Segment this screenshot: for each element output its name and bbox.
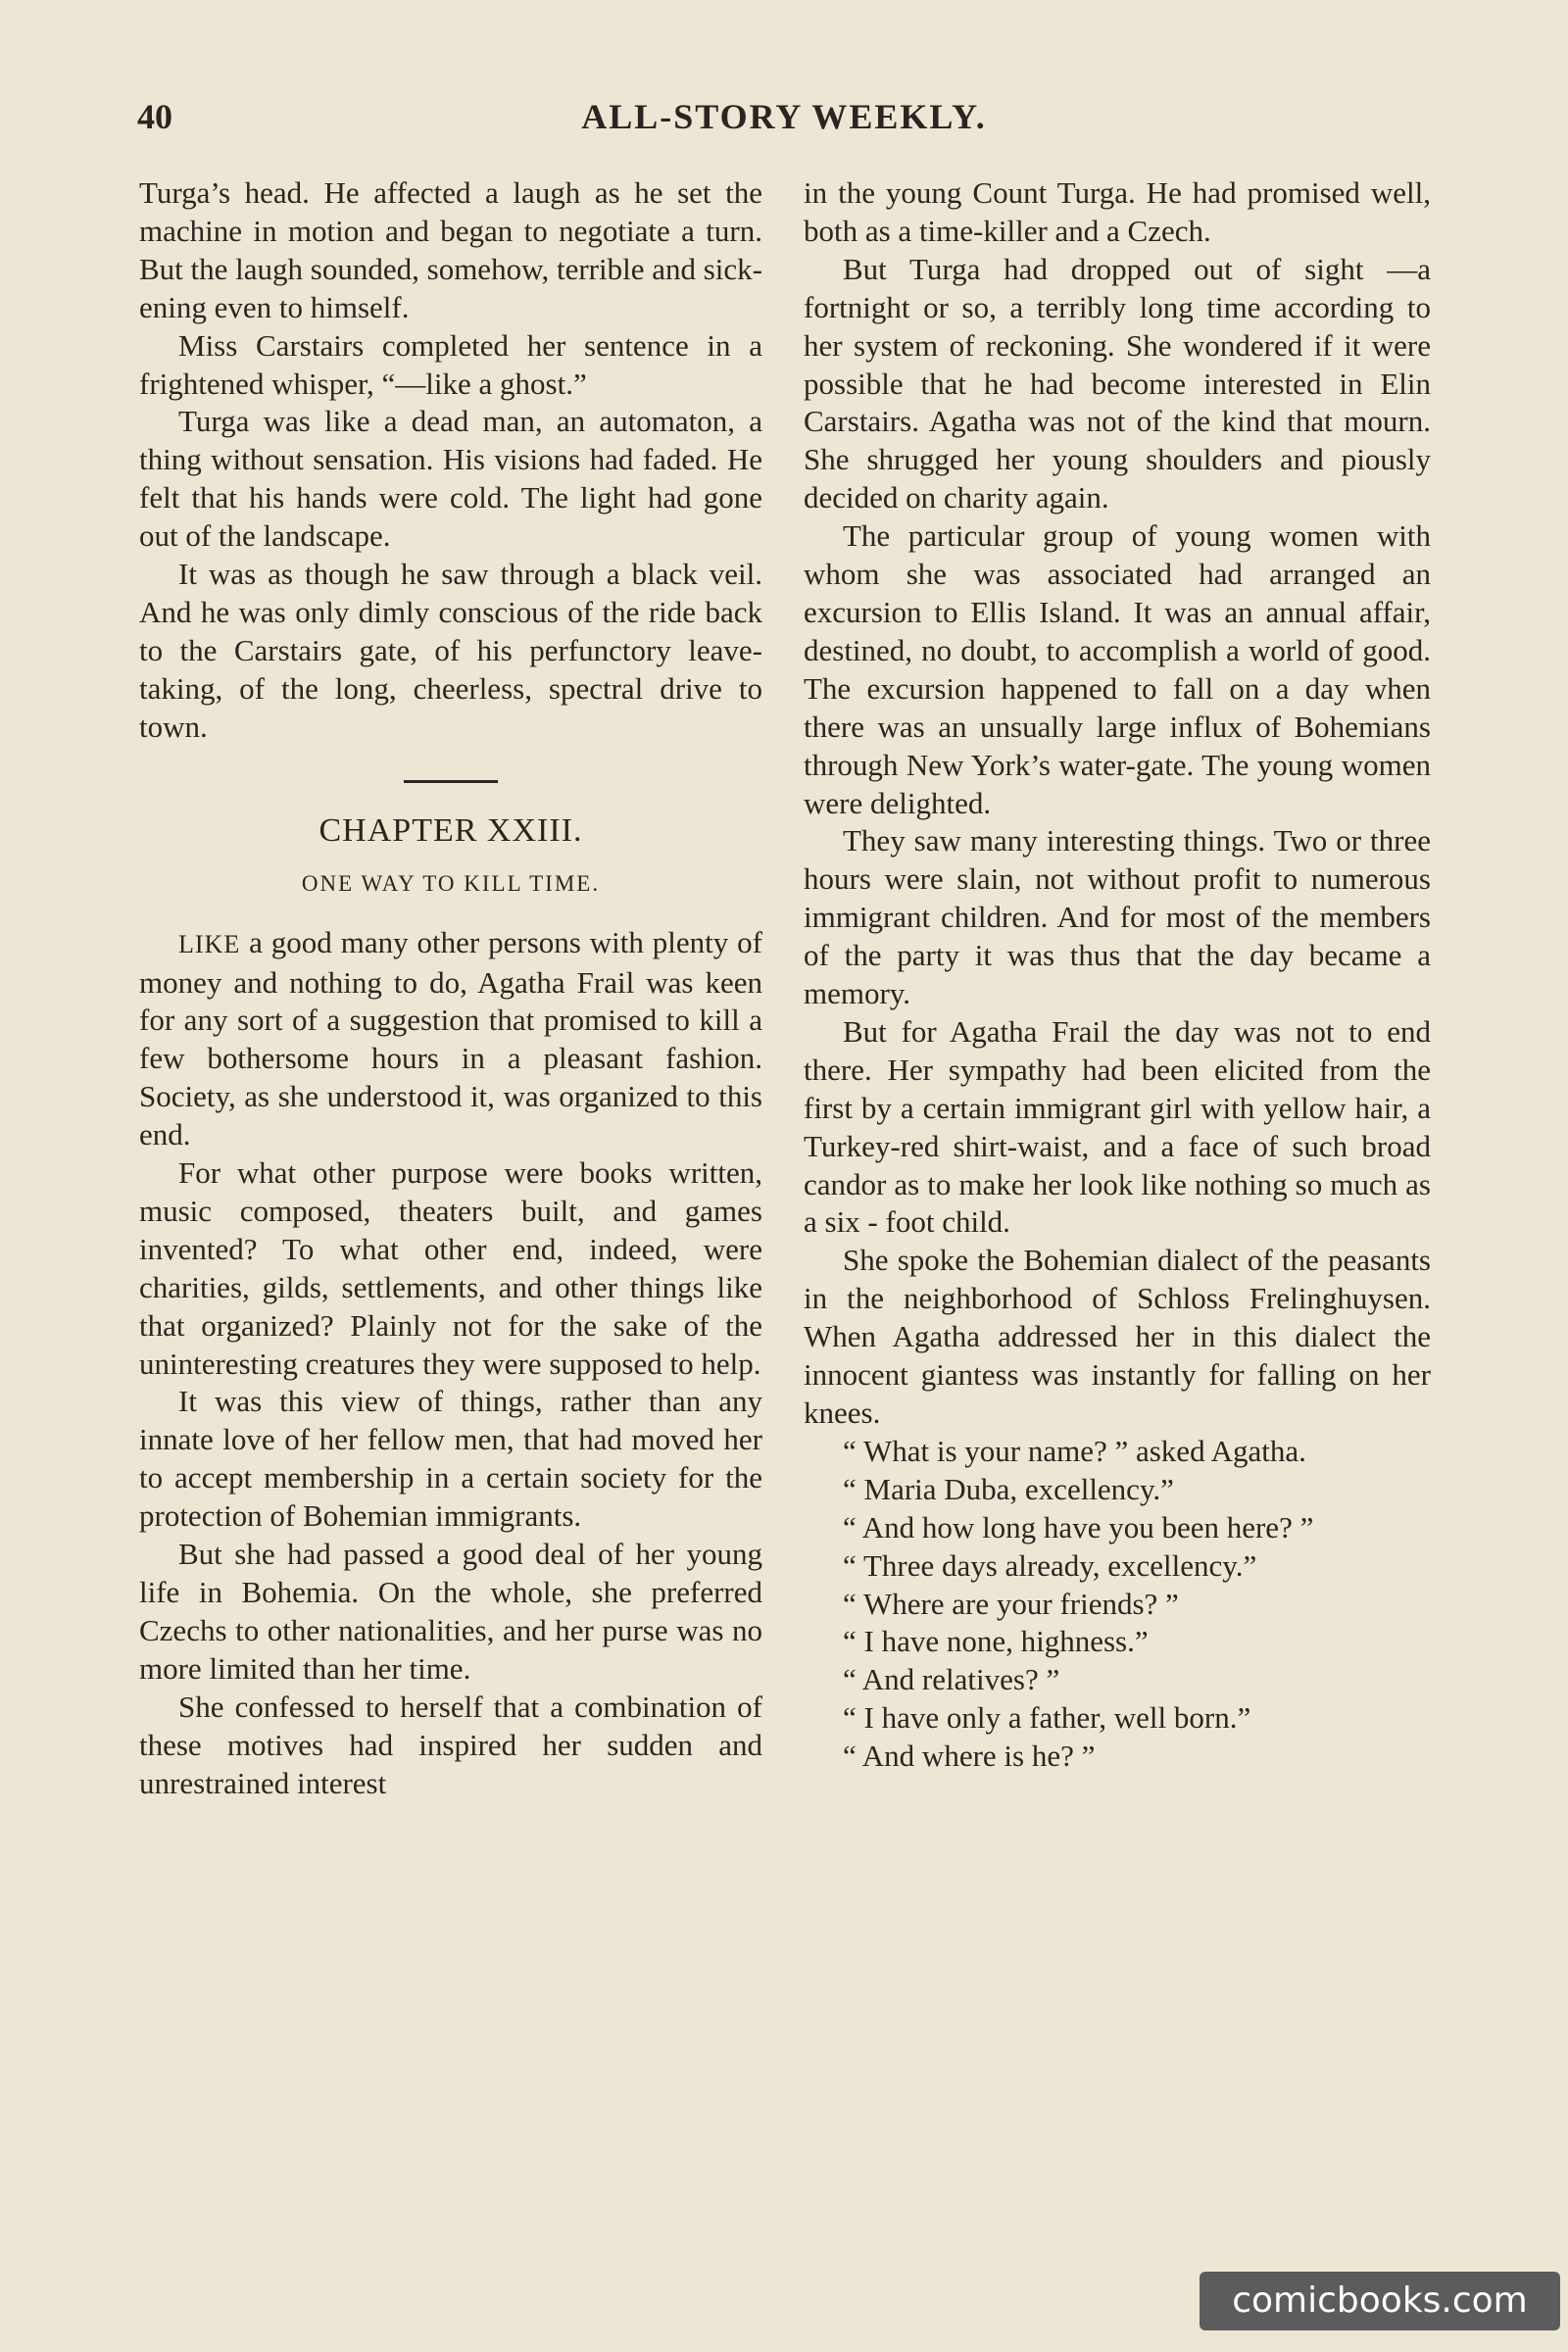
paragraph: But for Agatha Frail the day was not to end there. Her sympathy had been elicited from the first by a certain immigrant girl with yellow hair, a Turkey-red shirt-waist, and a face of such broad candor as to make her look like nothing so much as a six - foot child. (804, 1013, 1431, 1240)
paragraph: in the young Count Turga. He had promised well, both as a time-killer and a Czech. (804, 175, 1431, 248)
page-header (137, 96, 1431, 145)
paragraph: They saw many interesting things. Two or three hours were slain, not without profit to numerous immigrant children. And for most of the members of the party it was thus that the day became a memory. (804, 823, 1431, 1011)
dialogue-line: “ And where is he? ” (843, 1739, 1096, 1774)
running-title: ALL-STORY WEEKLY. (581, 97, 987, 136)
dialogue-line: “ What is your name? ” asked Agatha. (843, 1433, 1306, 1468)
watermark: comicbooks.com (1200, 2272, 1560, 2330)
paragraph: She spoke the Bohemian dialect of the peasants in the neighborhood of Schloss Frelinghuysen. When Agatha addressed her in this dialect the innocent giantess was instantly for falling on her knees. (804, 1243, 1431, 1430)
opening-word: LIKE (178, 929, 241, 958)
dialogue-line: “ I have none, highness.” (843, 1624, 1149, 1659)
paragraph: Miss Carstairs completed her sentence in a frightened whisper, “—like a ghost.” (139, 327, 762, 401)
chapter-subtitle: ONE WAY TO KILL TIME. (301, 870, 601, 896)
dialogue-line: “ And relatives? ” (843, 1662, 1060, 1697)
dialogue-line: “ Three days already, excellency.” (843, 1547, 1257, 1583)
paragraph: The particular group of young women with whom she was associated had arranged an excursion to Ellis Island. It was an annual affair, destined, no doubt, to accomplish a world of good. The excursion happened to fall on a day when there was an unsually large influx of Bohemians through New York’s water-gate. The young women were delighted. (804, 518, 1431, 820)
paragraph: Turga’s head. He affected a laugh as he set the machine in motion and began to negotiate a turn. But the laugh sounded, somehow, terrible and sickening even to himself. (139, 175, 762, 324)
paragraph: For what other purpose were books written, music composed, theaters built, and games invented? To what other end, indeed, were charities, gilds, settlements, and other things like that organized? Plainly not for the sake of the uninteresting creatures they were supposed to help. (139, 1155, 762, 1381)
paragraph: It was as though he saw through a black veil. And he was only dimly conscious of the ride back to the Carstairs gate, of his perfunctory leavetaking, of the long, cheerless, spectral drive to town. (139, 557, 762, 744)
paragraph: She confessed to herself that a combination of these motives had inspired her sudden and unrestrained interest (139, 1689, 762, 1800)
paragraph (139, 924, 762, 1154)
paragraph-text: a good many other persons with plenty of money and nothing to do, Agatha Frail was keen for any sort of a suggestion that promised to kill a few bothersome hours in a pleasant fashion. Society, as she understood it, was organized to this end. (139, 924, 762, 1152)
paragraph: Turga was like a dead man, an automaton, a thing without sensation. His visions had faded. He felt that his hands were cold. The light had gone out of the landscape. (139, 404, 762, 554)
paragraph: But Turga had dropped out of sight —a fortnight or so, a terribly long time according to her system of reckoning. She wondered if it were possible that he had become interested in Elin Carstairs. Agatha was not of the kind that mourn. She shrugged her young shoulders and piously decided on charity again. (804, 251, 1431, 515)
section-divider (404, 780, 498, 783)
right-column (804, 174, 1431, 1776)
dialogue-line: “ Maria Duba, excellency.” (843, 1471, 1174, 1506)
dialogue-line: “ Where are your friends? ” (843, 1586, 1179, 1621)
dialogue-line: “ I have only a father, well born.” (843, 1700, 1251, 1736)
dialogue-line: “ And how long have you been here? ” (843, 1509, 1314, 1544)
paragraph: But she had passed a good deal of her young life in Bohemia. On the whole, she preferred Czechs to other nationalities, and her purse was no more limited than her time. (139, 1537, 762, 1686)
page-number: 40 (137, 97, 172, 136)
left-column (139, 174, 762, 1802)
chapter-title: CHAPTER XXIII. (318, 811, 583, 849)
paragraph: It was this view of things, rather than any innate love of her fellow men, that had moved her to accept membership in a certain society for the protection of Bohemian immigrants. (139, 1384, 762, 1534)
